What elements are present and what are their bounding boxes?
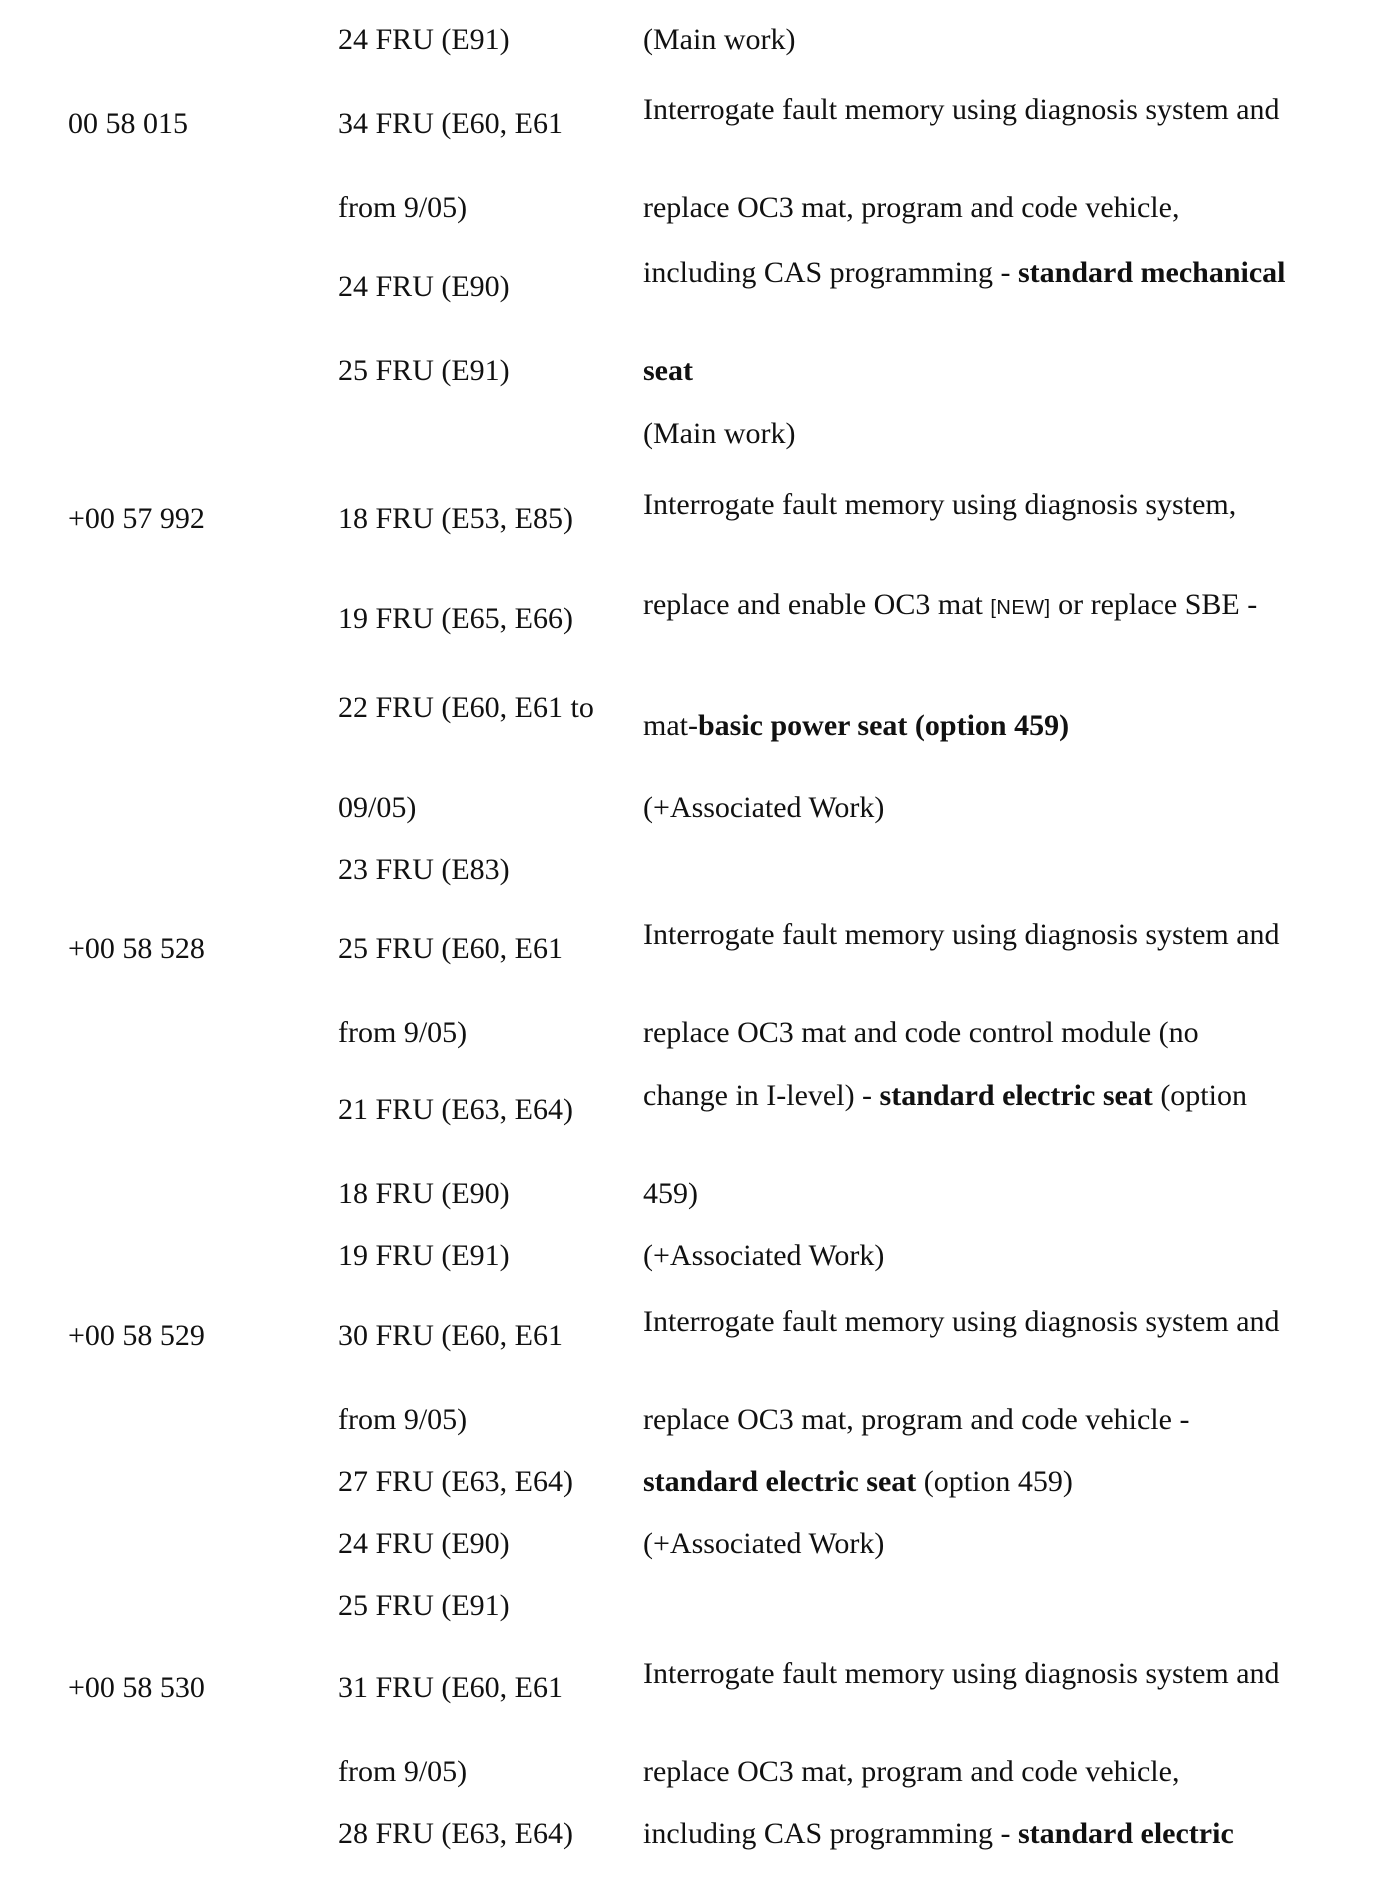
fru-value: 09/05) <box>338 791 417 824</box>
description <box>643 1402 1323 1438</box>
description <box>643 353 1323 389</box>
description <box>643 790 1323 826</box>
description <box>643 255 1323 291</box>
description <box>643 1078 1323 1114</box>
description-text: or replace SBE - <box>1050 588 1258 621</box>
operation-code: +00 57 992 <box>68 502 205 535</box>
fru-value: 24 FRU (E90) <box>338 1527 510 1560</box>
description-text: (+Associated Work) <box>643 1239 885 1272</box>
fru-value: 27 FRU (E63, E64) <box>338 1465 573 1498</box>
description-text: (option 459) <box>916 1465 1073 1498</box>
fru-value: from 9/05) <box>338 1016 468 1049</box>
fru-value: from 9/05) <box>338 1755 468 1788</box>
description <box>643 917 1323 953</box>
description-text: including CAS programming - <box>643 256 1018 289</box>
description <box>643 1238 1323 1274</box>
description-text: replace OC3 mat, program and code vehicle, <box>643 191 1180 224</box>
description-text: replace OC3 mat, program and code vehicle, <box>643 1755 1180 1788</box>
description-bold-text: basic power seat (option 459) <box>697 709 1070 742</box>
description-bold-text: standard electric seat <box>643 1465 917 1498</box>
fru-value: 24 FRU (E91) <box>338 23 510 56</box>
description <box>643 1656 1323 1692</box>
fru-value: 25 FRU (E91) <box>338 1589 510 1622</box>
description-text: [NEW] <box>990 597 1051 619</box>
operation-code: +00 58 530 <box>68 1671 205 1704</box>
fru-value: 24 FRU (E90) <box>338 270 510 303</box>
description-text: replace and enable OC3 mat <box>643 588 991 621</box>
description <box>643 1176 1323 1212</box>
fru-value: 25 FRU (E60, E61 <box>338 932 563 965</box>
description <box>643 1816 1323 1852</box>
fru-value: 30 FRU (E60, E61 <box>338 1319 563 1352</box>
description <box>643 416 1323 452</box>
description <box>643 22 1323 58</box>
fru-value: 18 FRU (E90) <box>338 1177 510 1210</box>
description-bold-text: standard electric seat <box>879 1079 1153 1112</box>
description-bold-text: standard electric <box>1017 1817 1234 1850</box>
description <box>643 1015 1323 1051</box>
description <box>643 1304 1323 1340</box>
description <box>643 92 1323 128</box>
description <box>643 587 1323 626</box>
description-text: (Main work) <box>643 417 796 450</box>
description <box>643 1464 1323 1500</box>
description-text: (Main work) <box>643 23 796 56</box>
description-bold-text: seat <box>643 354 693 387</box>
description-text: mat- <box>643 709 698 742</box>
fru-value: 19 FRU (E65, E66) <box>338 602 573 635</box>
description-text: replace OC3 mat and code control module (no <box>643 1016 1199 1049</box>
description-text: Interrogate fault memory using diagnosis system and <box>643 918 1280 951</box>
operation-code: +00 58 529 <box>68 1319 205 1352</box>
fru-value: 22 FRU (E60, E61 to <box>338 691 594 724</box>
fru-value: 23 FRU (E83) <box>338 853 510 886</box>
description-text: Interrogate fault memory using diagnosis system, <box>643 488 1237 521</box>
fru-value: 19 FRU (E91) <box>338 1239 510 1272</box>
description-text: Interrogate fault memory using diagnosis system and <box>643 1305 1280 1338</box>
description-bold-text: standard mechanical <box>1017 256 1286 289</box>
description <box>643 708 1323 744</box>
fru-value: 31 FRU (E60, E61 <box>338 1671 563 1704</box>
description-text: (+Associated Work) <box>643 1527 885 1560</box>
description-text: Interrogate fault memory using diagnosis system and <box>643 1657 1280 1690</box>
description <box>643 1526 1323 1562</box>
description-text: replace OC3 mat, program and code vehicle - <box>643 1403 1190 1436</box>
fru-value: 25 FRU (E91) <box>338 354 510 387</box>
description-text: 459) <box>643 1177 698 1210</box>
operation-code: 00 58 015 <box>68 107 188 140</box>
fru-value: 18 FRU (E53, E85) <box>338 502 573 535</box>
fru-value: 28 FRU (E63, E64) <box>338 1817 573 1850</box>
fru-value: from 9/05) <box>338 1403 468 1436</box>
fru-value: 21 FRU (E63, E64) <box>338 1093 573 1126</box>
description-text: (option <box>1152 1079 1247 1112</box>
fru-value: 34 FRU (E60, E61 <box>338 107 563 140</box>
operation-code: +00 58 528 <box>68 932 205 965</box>
description <box>643 190 1323 226</box>
description-text: (+Associated Work) <box>643 791 885 824</box>
description-text: including CAS programming - <box>643 1817 1018 1850</box>
description-text: Interrogate fault memory using diagnosis system and <box>643 93 1280 126</box>
description <box>643 487 1323 523</box>
fru-value: from 9/05) <box>338 191 468 224</box>
description <box>643 1754 1323 1790</box>
description-text: change in I-level) - <box>643 1079 880 1112</box>
